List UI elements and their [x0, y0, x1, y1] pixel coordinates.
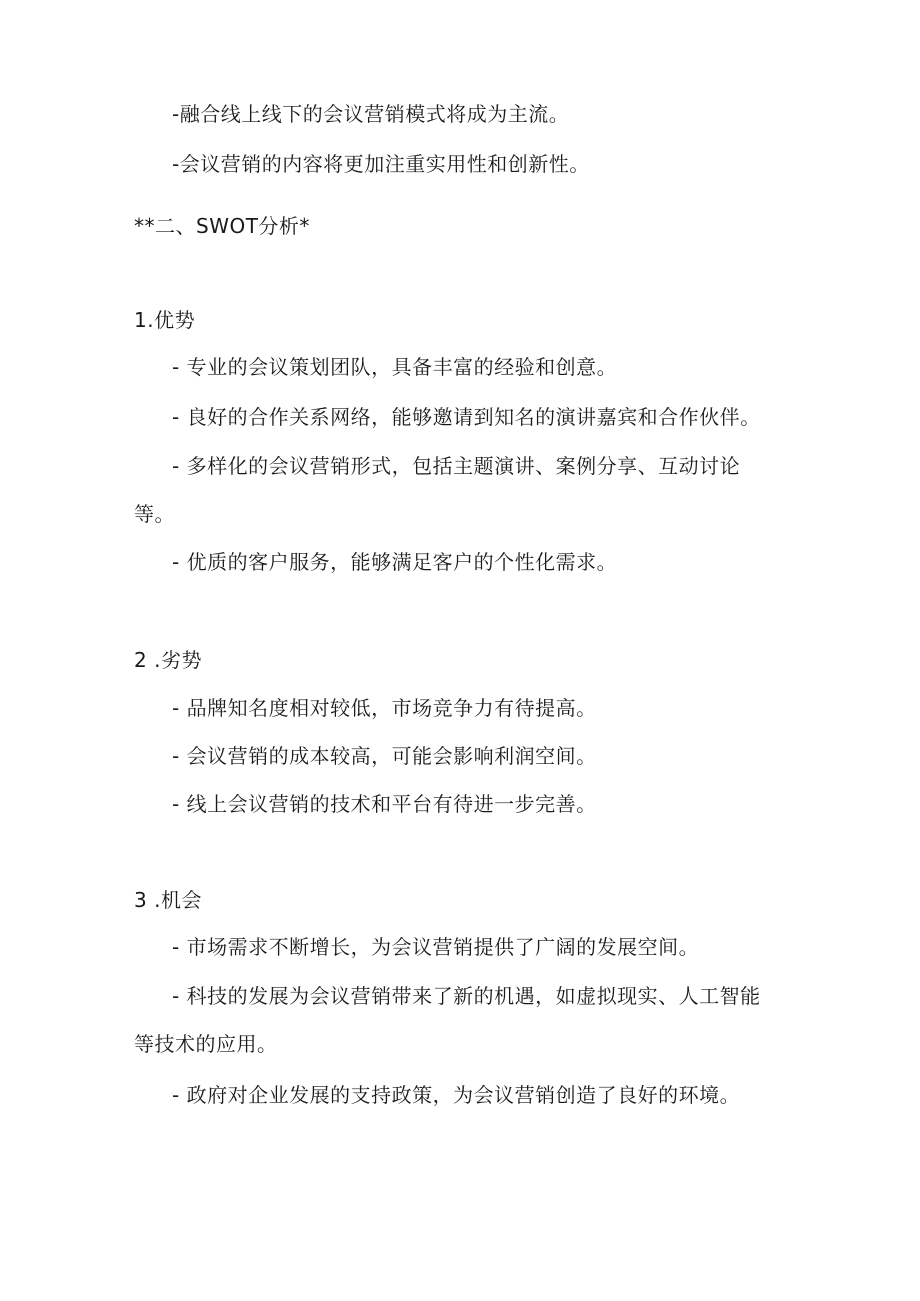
weaknesses-heading: 2 .劣势	[134, 648, 202, 672]
opportunities-item-2-line-1: - 科技的发展为会议营销带来了新的机遇，如虚拟现实、人工智能	[172, 984, 761, 1008]
strengths-item-3-line-1: - 多样化的会议营销形式，包括主题演讲、案例分享、互动讨论	[172, 454, 741, 478]
intro-item-2: -会议营销的内容将更加注重实用性和创新性。	[172, 152, 590, 176]
opportunities-item-3: - 政府对企业发展的支持政策，为会议营销创造了良好的环境。	[172, 1083, 741, 1107]
strengths-item-1: - 专业的会议策划团队，具备丰富的经验和创意。	[172, 355, 618, 379]
weaknesses-item-3: - 线上会议营销的技术和平台有待进一步完善。	[172, 792, 597, 816]
opportunities-item-2-line-2: 等技术的应用。	[134, 1032, 278, 1056]
strengths-heading: 1.优势	[134, 308, 196, 332]
opportunities-item-1: - 市场需求不断增长，为会议营销提供了广阔的发展空间。	[172, 935, 700, 959]
weaknesses-item-1: - 品牌知名度相对较低，市场竞争力有待提高。	[172, 696, 597, 720]
strengths-item-4: - 优质的客户服务，能够满足客户的个性化需求。	[172, 550, 618, 574]
section-heading: **二、SWOT分析*	[134, 214, 310, 238]
intro-item-1: -融合线上线下的会议营销模式将成为主流。	[172, 102, 570, 126]
strengths-item-2: - 良好的合作关系网络，能够邀请到知名的演讲嘉宾和合作伙伴。	[172, 405, 761, 429]
weaknesses-item-2: - 会议营销的成本较高，可能会影响利润空间。	[172, 744, 597, 768]
strengths-item-3-line-2: 等。	[134, 502, 175, 526]
opportunities-heading: 3 .机会	[134, 888, 202, 912]
